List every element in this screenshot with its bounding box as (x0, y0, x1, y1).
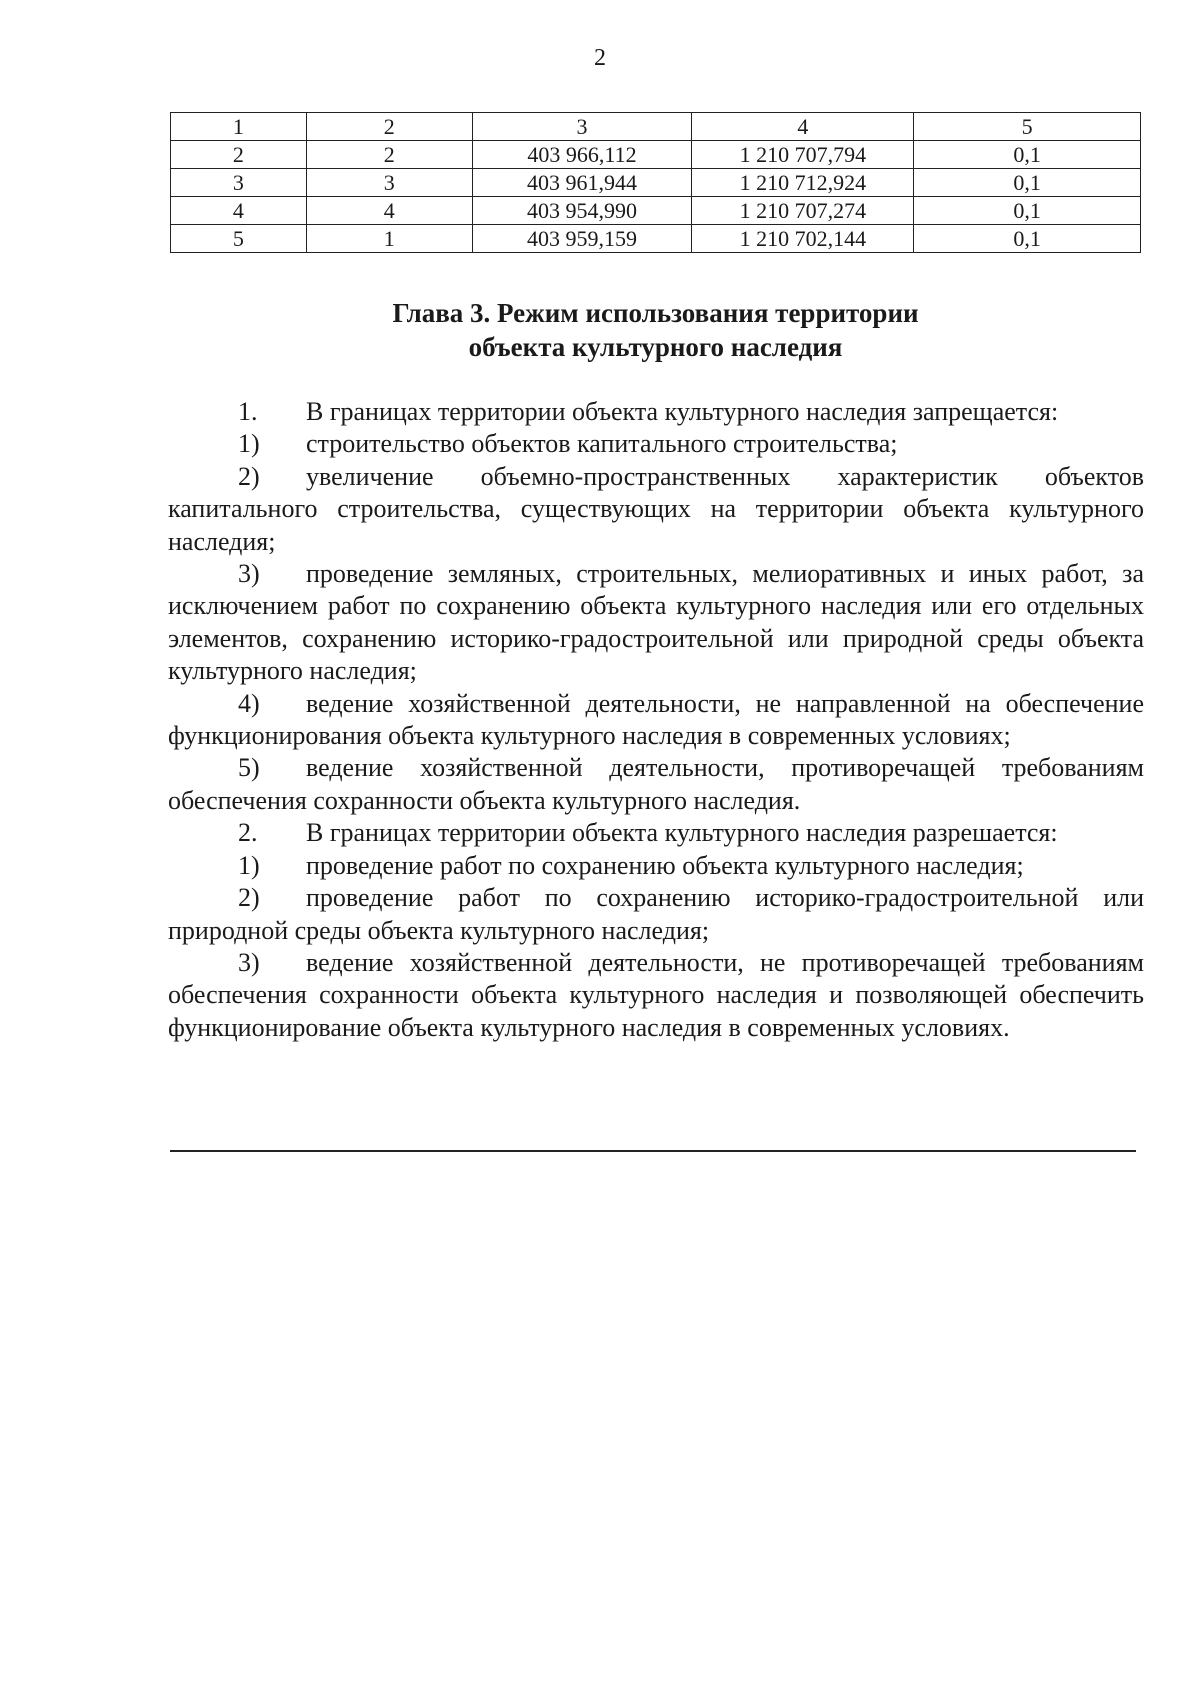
table-cell: 3 (306, 169, 472, 197)
paragraph-text: проведение работ по сохранению объекта культурного наследия; (306, 850, 1024, 880)
table-row (171, 169, 1141, 197)
paragraph-text: ведение хозяйственной деятельности, не противоречащей требованиям обеспечения сохранности объекта культурного наследия и позволяющей обеспечить функционирование объекта культурного наследия в современных условиях. (168, 947, 1144, 1042)
table-header-cell: 1 (171, 113, 307, 141)
table-header-cell: 4 (692, 113, 914, 141)
paragraph-text: ведение хозяйственной деятельности, не направленной на обеспечение функционирования объекта культурного наследия в современных условиях; (168, 688, 1144, 751)
paragraph (168, 558, 1144, 688)
chapter-title-line: объекта культурного наследия (468, 332, 843, 362)
table-cell: 3 (171, 169, 307, 197)
end-divider (170, 1150, 1136, 1152)
paragraph-number: 2) (238, 461, 260, 491)
paragraph-text: В границах территории объекта культурного наследия запрещается: (306, 397, 1059, 426)
table-header-row (171, 113, 1141, 141)
paragraph-text: проведение работ по сохранению историко-градостроительной или природной среды объекта культурного наследия; (168, 883, 1144, 945)
table-header-cell: 2 (306, 113, 472, 141)
table-row (171, 225, 1141, 253)
paragraph-number: 3) (238, 559, 260, 589)
table-header-cell: 3 (472, 113, 692, 141)
paragraph-number: 5) (238, 753, 260, 783)
paragraph-text: увеличение объемно-пространственных характеристик объектов капитального строительства, существующих на территории объекта культурного наследия; (168, 461, 1144, 556)
paragraph-number: 2) (238, 883, 260, 913)
coordinates-table (170, 112, 1141, 253)
paragraph (168, 947, 1144, 1044)
paragraph-text: проведение земляных, строительных, мелиоративных и иных работ, за исключением работ по сохранению объекта культурного наследия или его отдельных элементов, сохранению историко-градостроительной или природной среды объекта культурного наследия; (168, 559, 1144, 686)
table-cell: 403 959,159 (472, 225, 692, 253)
table-row (171, 141, 1141, 169)
paragraph (168, 396, 1144, 428)
paragraph (168, 461, 1144, 558)
table-cell: 403 966,112 (472, 141, 692, 169)
paragraph (168, 817, 1144, 849)
table-cell: 5 (171, 225, 307, 253)
paragraph-number: 1. (238, 397, 258, 426)
table-cell: 2 (306, 141, 472, 169)
table-cell: 1 210 707,274 (692, 197, 914, 225)
paragraph-number: 1) (238, 850, 260, 880)
chapter-body (168, 396, 1144, 1044)
chapter-title-line: Глава 3. Режим использования территории (392, 298, 919, 328)
table-cell: 0,1 (914, 141, 1141, 169)
table-cell: 4 (171, 197, 307, 225)
table-cell: 2 (171, 141, 307, 169)
paragraph (168, 428, 1144, 460)
table-cell: 0,1 (914, 169, 1141, 197)
paragraph-number: 2. (238, 818, 258, 848)
paragraph-number: 4) (238, 688, 260, 718)
paragraph-text: строительство объектов капитального строительства; (306, 429, 898, 459)
paragraph-number: 1) (238, 429, 260, 459)
table-cell: 0,1 (914, 197, 1141, 225)
table-cell: 1 210 707,794 (692, 141, 914, 169)
paragraph (168, 688, 1144, 753)
chapter-title (170, 296, 1141, 364)
page-number: 2 (594, 45, 606, 71)
table-cell: 4 (306, 197, 472, 225)
table-cell: 403 961,944 (472, 169, 692, 197)
paragraph-text: В границах территории объекта культурного наследия разрешается: (306, 818, 1058, 848)
table-cell: 1 210 712,924 (692, 169, 914, 197)
paragraph-text: ведение хозяйственной деятельности, противоречащей требованиям обеспечения сохранности объекта культурного наследия. (168, 753, 1144, 815)
table-row (171, 197, 1141, 225)
table-cell: 0,1 (914, 225, 1141, 253)
paragraph (168, 882, 1144, 947)
paragraph (168, 752, 1144, 817)
table-cell: 1 (306, 225, 472, 253)
paragraph-number: 3) (238, 947, 260, 977)
table-cell: 1 210 702,144 (692, 225, 914, 253)
paragraph (168, 850, 1144, 882)
table-cell: 403 954,990 (472, 197, 692, 225)
table-header-cell: 5 (914, 113, 1141, 141)
